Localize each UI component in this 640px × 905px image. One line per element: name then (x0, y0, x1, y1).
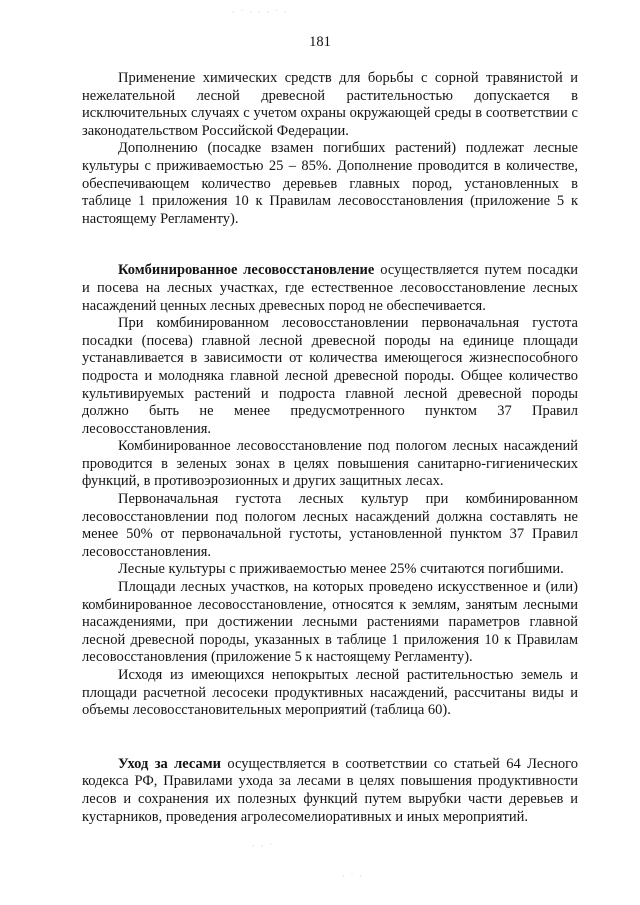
paragraph-text: Комбинированное лесовосстановление под пологом лесных насаждений проводится в зеленых зонах в целях повышения санитарно-гигиенических функций, в противоэрозионных и других защитных лесах. (82, 438, 578, 490)
paragraph-text: осуществляется путем посадки и посева на лесных участках, где естественное лесовосстановление лесных насаждений ценных лесных древесных пород не обеспечивается. (82, 262, 578, 314)
paragraph-text: При комбинированном лесовосстановлении первоначальная густота посадки (посева) главной лесной древесной породы на единице площади устанавливается в зависимости от количества имеющегося жизнеспособного подроста и молодняка главной лесной древесной породы. Общее количество культивируемых растений и подроста главной лесной древесной породы должно быть не менее предусмотренного пунктом 37 Правил лесовосстановления. (82, 315, 578, 437)
paragraph-volume-calculation (82, 667, 578, 720)
paragraph-land-classification (82, 579, 578, 667)
page-number: 181 (309, 34, 331, 50)
paragraph-text: Исходя из имеющихся непокрытых лесной растительностью земель и площади расчетной лесосеки продуктивных насаждений, рассчитаны виды и объемы лесовосстановительных мероприятий (таблица 60). (82, 667, 578, 719)
paragraph-text: Первоначальная густота лесных культур при комбинированном лесовосстановлении под пологом лесных насаждений должна составлять не менее 50% от первоначальной густоты, установленной пунктом 37 Правил лесовосстановления. (82, 491, 578, 560)
paragraph-text: Применение химических средств для борьбы с сорной травянистой и нежелательной лесной древесной растительностью допускается в исключительных случаях с учетом охраны окружающей среды в соответствии с законодательством Российской Федерации. (82, 70, 578, 139)
scan-noise-bottom: · · ˙ (252, 842, 274, 851)
paragraph-text: Дополнению (посадке взамен погибших растений) подлежат лесные культуры с приживаемостью 25 – 85%. Дополнение проводится в количестве, обеспечивающем количество деревьев главных пород, установленных в таблице 1 приложения 10 к Правилам лесовосстановления (приложение 5 к настоящему Регламенту). (82, 140, 578, 227)
paragraph-lead-term: Уход за лесами (118, 755, 221, 772)
document-body (82, 70, 578, 826)
paragraph-lead-term: Комбинированное лесовосстановление (118, 262, 375, 279)
paragraph-density-requirement (82, 491, 578, 561)
paragraph-combined-reforestation (82, 262, 578, 315)
paragraph-text: Площади лесных участков, на которых проведено искусственное и (или) комбинированное лесовосстановление, относятся к землям, занятым лесными насаждениями, при достижении лесными растениями параметров главной лесной древесной породы, указанных в таблице 1 приложения 10 к Правилам лесовосстановления (приложение 5 к настоящему Регламенту). (82, 579, 578, 666)
scan-noise-corner: · ˙ · (342, 872, 364, 881)
paragraph-initial-density (82, 315, 578, 438)
paragraph-chemical-control (82, 70, 578, 140)
scan-noise-top: · ˙ · · · ˙ · (232, 8, 289, 17)
paragraph-dead-cultures (82, 561, 578, 579)
paragraph-under-canopy (82, 438, 578, 491)
paragraph-text: осуществляется в соответствии со статьей 64 Лесного кодекса РФ, Правилами ухода за лесами в целях повышения продуктивности лесов и сохранения их полезных функций путем вырубки части деревьев и кустарников, проведения агролесомелиоративных и иных мероприятий. (82, 755, 578, 825)
section-gap (82, 720, 578, 756)
paragraph-supplement-planting (82, 140, 578, 228)
section-gap (82, 228, 578, 262)
paragraph-forest-care (82, 756, 578, 826)
paragraph-text: Лесные культуры с приживаемостью менее 25% считаются погибшими. (118, 561, 564, 578)
